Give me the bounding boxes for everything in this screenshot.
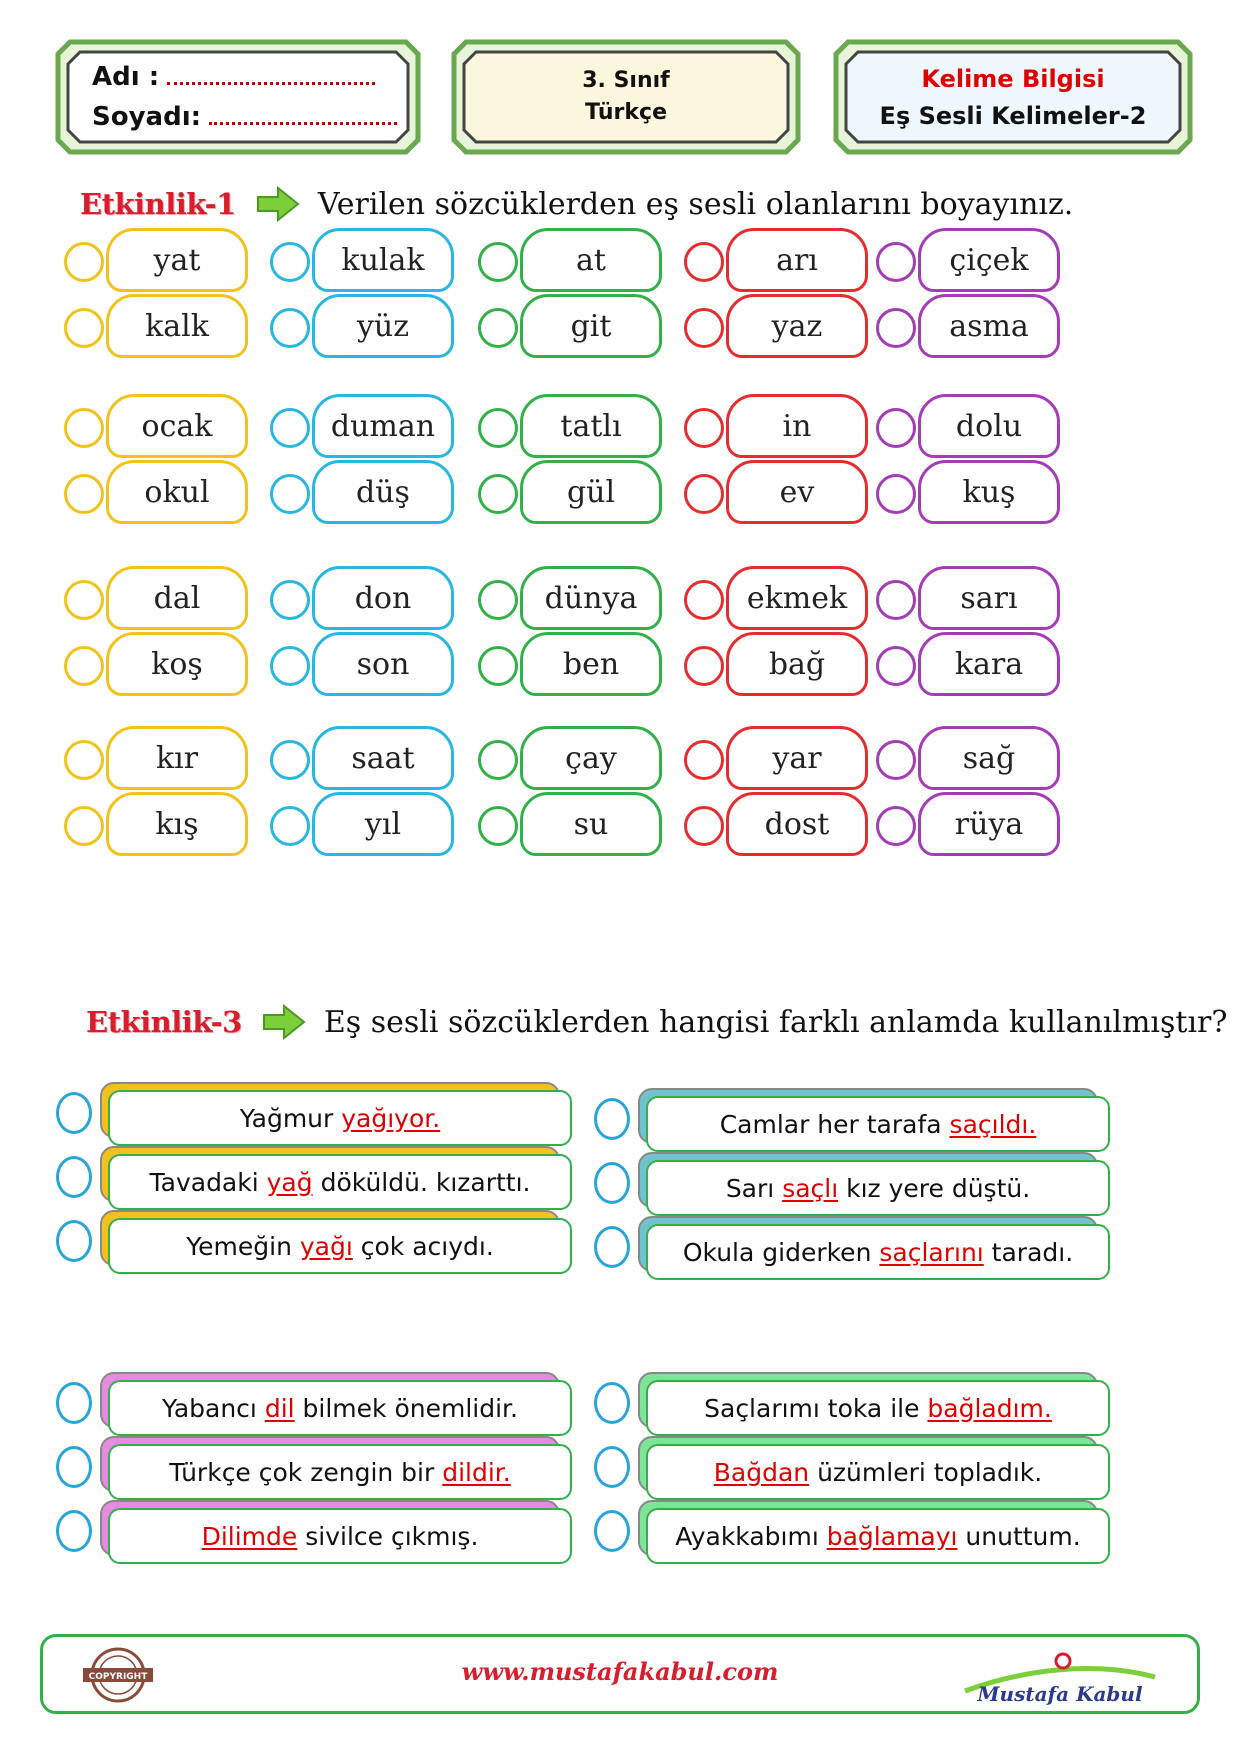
brand-text: Mustafa Kabul <box>977 1682 1143 1706</box>
answer-circle[interactable] <box>684 580 724 620</box>
answer-circle[interactable] <box>876 806 916 846</box>
answer-circle[interactable] <box>64 646 104 686</box>
word-box[interactable]: yaz <box>726 294 868 358</box>
sentence-text-after: taradı. <box>983 1237 1074 1267</box>
topic-subtitle: Eş Sesli Kelimeler-2 <box>879 102 1147 130</box>
word-box[interactable]: kara <box>918 632 1060 696</box>
grade-text: 3. Sınıf <box>582 68 670 93</box>
homonym-word: dildir. <box>442 1457 511 1487</box>
answer-circle[interactable] <box>876 740 916 780</box>
name-plaque <box>48 32 428 162</box>
sentence-text-before: Camlar her tarafa <box>719 1109 950 1139</box>
answer-circle[interactable] <box>56 1156 92 1198</box>
word-box[interactable]: duman <box>312 394 454 458</box>
sentence-text-before: Saçlarımı toka ile <box>704 1393 928 1423</box>
word-box[interactable]: okul <box>106 460 248 524</box>
answer-circle[interactable] <box>684 740 724 780</box>
answer-circle[interactable] <box>56 1220 92 1262</box>
sentence-text-after: üzümleri topladık. <box>809 1457 1043 1487</box>
name-field[interactable] <box>167 64 375 85</box>
homonym-word: yağ <box>266 1167 313 1197</box>
word-pair-card <box>684 228 874 368</box>
sentence-text-before: Yabancı <box>162 1393 265 1423</box>
sentence-box[interactable] <box>646 1444 1110 1500</box>
answer-circle[interactable] <box>56 1092 92 1134</box>
sentence-text-before: Tavadaki <box>149 1167 267 1197</box>
word-pair-card <box>64 228 254 368</box>
answer-circle[interactable] <box>270 806 310 846</box>
word-pair-card <box>478 394 668 534</box>
word-box[interactable]: düş <box>312 460 454 524</box>
answer-circle[interactable] <box>594 1162 630 1204</box>
answer-circle[interactable] <box>56 1446 92 1488</box>
word-pair-card <box>64 726 254 866</box>
sentence-card <box>56 1498 584 1566</box>
word-box[interactable]: arı <box>726 228 868 292</box>
word-pair-card <box>270 566 460 706</box>
sentence-text-after: bilmek önemlidir. <box>294 1393 518 1423</box>
word-box[interactable]: yıl <box>312 792 454 856</box>
sentence-text-after: unuttum. <box>957 1521 1081 1551</box>
sentence-box[interactable] <box>108 1090 572 1146</box>
sentence-text-before: Yemeğin <box>186 1231 300 1261</box>
word-box[interactable]: kalk <box>106 294 248 358</box>
answer-circle[interactable] <box>64 408 104 448</box>
word-box[interactable]: su <box>520 792 662 856</box>
brand-logo <box>945 1647 1175 1709</box>
homonym-word: Dilimde <box>201 1521 298 1551</box>
answer-circle[interactable] <box>478 308 518 348</box>
answer-circle[interactable] <box>684 308 724 348</box>
word-box[interactable]: dünya <box>520 566 662 630</box>
homonym-word: Bağdan <box>713 1457 810 1487</box>
topic-title: Kelime Bilgisi <box>921 65 1105 93</box>
word-pair-card <box>478 228 668 368</box>
answer-circle[interactable] <box>64 242 104 282</box>
answer-circle[interactable] <box>876 408 916 448</box>
sentence-box[interactable] <box>646 1160 1110 1216</box>
word-box[interactable]: yüz <box>312 294 454 358</box>
word-box[interactable]: ben <box>520 632 662 696</box>
sentence-card <box>56 1208 584 1276</box>
word-pair-card <box>876 566 1066 706</box>
answer-circle[interactable] <box>876 242 916 282</box>
word-pair-card <box>876 228 1066 368</box>
answer-circle[interactable] <box>478 740 518 780</box>
word-box[interactable]: çay <box>520 726 662 790</box>
answer-circle[interactable] <box>270 646 310 686</box>
answer-circle[interactable] <box>478 242 518 282</box>
sentence-box[interactable] <box>108 1380 572 1436</box>
word-box[interactable]: yar <box>726 726 868 790</box>
word-box[interactable]: git <box>520 294 662 358</box>
sentence-text-after: kız yere düştü. <box>838 1173 1031 1203</box>
answer-circle[interactable] <box>478 474 518 514</box>
word-box[interactable]: saat <box>312 726 454 790</box>
sentence-card <box>594 1434 1122 1502</box>
sentence-box[interactable] <box>108 1218 572 1274</box>
sentence-box[interactable] <box>108 1444 572 1500</box>
answer-circle[interactable] <box>594 1098 630 1140</box>
answer-circle[interactable] <box>876 308 916 348</box>
homonym-word: dil <box>264 1393 295 1423</box>
word-pair-card <box>684 566 874 706</box>
answer-circle[interactable] <box>64 580 104 620</box>
word-box[interactable]: sarı <box>918 566 1060 630</box>
answer-circle[interactable] <box>478 580 518 620</box>
homonym-word: yağıyor. <box>341 1103 441 1133</box>
answer-circle[interactable] <box>478 646 518 686</box>
seal-text: COPYRIGHT <box>88 1672 148 1682</box>
answer-circle[interactable] <box>270 474 310 514</box>
word-box[interactable]: in <box>726 394 868 458</box>
answer-circle[interactable] <box>876 580 916 620</box>
word-box[interactable]: kuş <box>918 460 1060 524</box>
activity3-instruction: Eş sesli sözcüklerden hangisi farklı anlamda kullanılmıştır? <box>323 1004 1228 1040</box>
sentence-card <box>56 1370 584 1438</box>
answer-circle[interactable] <box>270 580 310 620</box>
answer-circle[interactable] <box>64 474 104 514</box>
sentence-text-before: Yağmur <box>239 1103 342 1133</box>
answer-circle[interactable] <box>270 740 310 780</box>
word-pair-card <box>64 566 254 706</box>
sentence-card <box>594 1370 1122 1438</box>
website-link[interactable]: www.mustafakabul.com <box>461 1657 779 1686</box>
homonym-word: bağladım. <box>927 1393 1052 1423</box>
answer-circle[interactable] <box>64 740 104 780</box>
word-box[interactable]: dost <box>726 792 868 856</box>
word-box[interactable]: ekmek <box>726 566 868 630</box>
word-box[interactable]: dal <box>106 566 248 630</box>
word-box[interactable]: rüya <box>918 792 1060 856</box>
answer-circle[interactable] <box>64 806 104 846</box>
answer-circle[interactable] <box>594 1382 630 1424</box>
homonym-word: yağı <box>299 1231 353 1261</box>
sentence-text-before: Sarı <box>725 1173 783 1203</box>
answer-circle[interactable] <box>64 308 104 348</box>
word-pair-card <box>876 726 1066 866</box>
topic-plaque <box>826 32 1200 162</box>
word-pair-card <box>876 394 1066 534</box>
sentence-text-after: çok acıydı. <box>352 1231 494 1261</box>
answer-circle[interactable] <box>684 646 724 686</box>
word-pair-card <box>270 228 460 368</box>
activity1-instruction: Verilen sözcüklerden eş sesli olanlarını boyayınız. <box>317 186 1074 222</box>
sentence-card <box>56 1080 584 1148</box>
surname-label: Soyadı: <box>92 102 202 132</box>
word-pair-card <box>478 726 668 866</box>
word-box[interactable]: ocak <box>106 394 248 458</box>
activity1-label: Etkinlik-1 <box>80 187 236 221</box>
sentence-box[interactable] <box>646 1380 1110 1436</box>
word-box[interactable]: kır <box>106 726 248 790</box>
answer-circle[interactable] <box>478 408 518 448</box>
sentence-text-after: sivilce çıkmış. <box>297 1521 479 1551</box>
word-box[interactable]: don <box>312 566 454 630</box>
sentence-card <box>594 1150 1122 1218</box>
sentence-text-before: Ayakkabımı <box>675 1521 827 1551</box>
answer-circle[interactable] <box>684 242 724 282</box>
answer-circle[interactable] <box>876 474 916 514</box>
sentence-box[interactable] <box>646 1096 1110 1152</box>
answer-circle[interactable] <box>684 408 724 448</box>
word-box[interactable]: kış <box>106 792 248 856</box>
answer-circle[interactable] <box>594 1510 630 1552</box>
word-box[interactable]: gül <box>520 460 662 524</box>
homonym-word: saçlarını <box>879 1237 984 1267</box>
sentence-box[interactable] <box>646 1508 1110 1564</box>
sentence-text-before: Okula giderken <box>682 1237 880 1267</box>
activity1-header <box>80 186 1073 222</box>
subject-text: Türkçe <box>584 100 668 125</box>
name-label: Adı : <box>92 62 160 92</box>
word-box[interactable]: koş <box>106 632 248 696</box>
answer-circle[interactable] <box>478 806 518 846</box>
arrow-right-icon <box>256 186 300 222</box>
word-pair-card <box>64 394 254 534</box>
sentence-box[interactable] <box>108 1154 572 1210</box>
sentence-text-after: döküldü. kızarttı. <box>312 1167 531 1197</box>
sentence-text-before: Türkçe çok zengin bir <box>169 1457 443 1487</box>
answer-circle[interactable] <box>56 1510 92 1552</box>
word-pair-card <box>684 394 874 534</box>
surname-field[interactable] <box>209 104 397 125</box>
word-box[interactable]: ev <box>726 460 868 524</box>
homonym-word: saçıldı. <box>949 1109 1037 1139</box>
answer-circle[interactable] <box>594 1446 630 1488</box>
answer-circle[interactable] <box>270 308 310 348</box>
answer-circle[interactable] <box>684 474 724 514</box>
homonym-word: saçlı <box>782 1173 839 1203</box>
footer <box>40 1634 1200 1714</box>
word-box[interactable]: çiçek <box>918 228 1060 292</box>
word-box[interactable]: yat <box>106 228 248 292</box>
word-box[interactable]: tatlı <box>520 394 662 458</box>
arrow-right-icon <box>262 1004 306 1040</box>
sentence-box[interactable] <box>108 1508 572 1564</box>
sentence-card <box>594 1214 1122 1282</box>
word-box[interactable]: at <box>520 228 662 292</box>
word-pair-card <box>270 394 460 534</box>
sentence-card <box>56 1434 584 1502</box>
grade-plaque <box>444 32 808 162</box>
activity3-header <box>86 1004 1227 1040</box>
word-box[interactable]: sağ <box>918 726 1060 790</box>
word-pair-card <box>270 726 460 866</box>
sentence-card <box>56 1144 584 1212</box>
word-box[interactable]: bağ <box>726 632 868 696</box>
word-box[interactable]: son <box>312 632 454 696</box>
word-box[interactable]: asma <box>918 294 1060 358</box>
answer-circle[interactable] <box>876 646 916 686</box>
answer-circle[interactable] <box>56 1382 92 1424</box>
answer-circle[interactable] <box>594 1226 630 1268</box>
word-pair-card <box>478 566 668 706</box>
activity3-label: Etkinlik-3 <box>86 1005 242 1039</box>
answer-circle[interactable] <box>270 408 310 448</box>
word-box[interactable]: dolu <box>918 394 1060 458</box>
word-box[interactable]: kulak <box>312 228 454 292</box>
answer-circle[interactable] <box>270 242 310 282</box>
word-pair-card <box>684 726 874 866</box>
homonym-word: bağlamayı <box>826 1521 958 1551</box>
sentence-box[interactable] <box>646 1224 1110 1280</box>
answer-circle[interactable] <box>684 806 724 846</box>
sentence-card <box>594 1498 1122 1566</box>
sentence-card <box>594 1086 1122 1154</box>
